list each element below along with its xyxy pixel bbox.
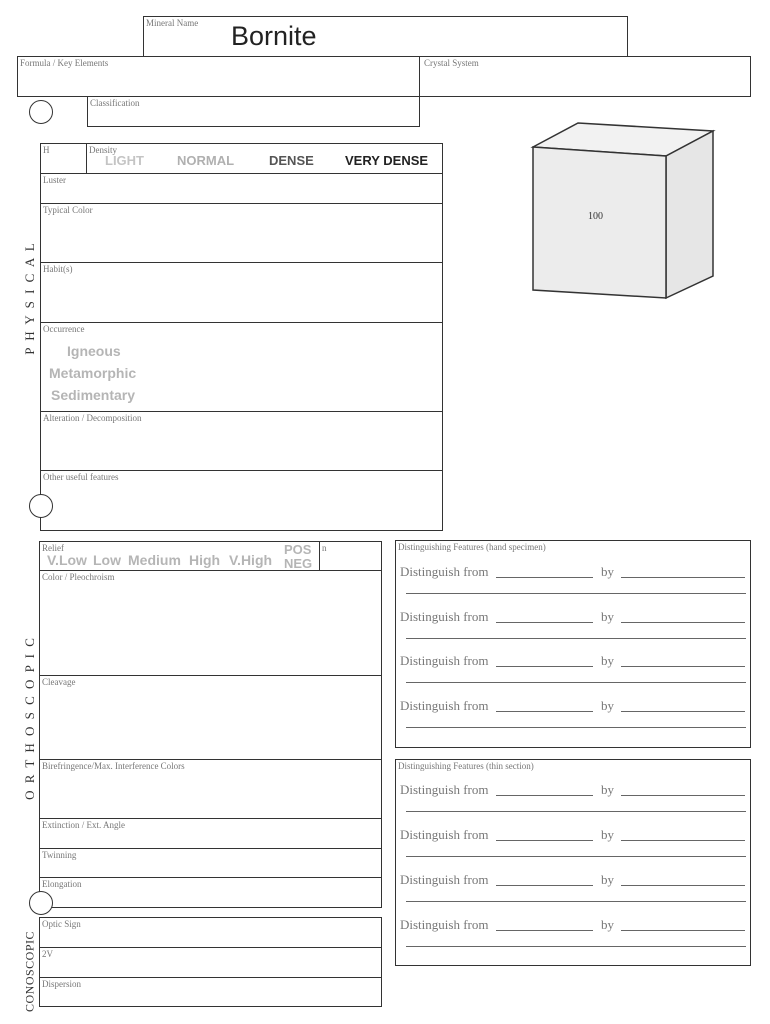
conoscopic-section-title: CONOSCOPIC bbox=[22, 930, 37, 1013]
distinguish-extra-line[interactable] bbox=[406, 936, 746, 947]
distinguishing-thin-label: Distinguishing Features (thin section) bbox=[398, 761, 534, 771]
distinguish-extra-line[interactable] bbox=[406, 891, 746, 902]
occurrence-option-metamorphic[interactable]: Metamorphic bbox=[49, 365, 137, 381]
relief-cell bbox=[40, 542, 320, 571]
distinguish-extra-line[interactable] bbox=[406, 801, 746, 812]
color-pleochroism-label: Color / Pleochroism bbox=[42, 572, 115, 582]
elongation-label: Elongation bbox=[42, 879, 82, 889]
distinguish-by-field[interactable] bbox=[621, 699, 745, 712]
distinguish-by-label: by bbox=[601, 782, 614, 797]
other-features-row[interactable] bbox=[41, 470, 442, 531]
distinguish-extra-line[interactable] bbox=[406, 717, 746, 728]
distinguish-extra-line[interactable] bbox=[406, 672, 746, 683]
distinguish-by-label: by bbox=[601, 564, 614, 579]
distinguish-extra-line[interactable] bbox=[406, 628, 746, 639]
orthoscopic-section-title: O R T H O S C O P I C bbox=[22, 636, 37, 800]
birefringence-row[interactable] bbox=[40, 759, 381, 820]
distinguish-from-label: Distinguish from bbox=[400, 609, 489, 624]
cleavage-row[interactable] bbox=[40, 675, 381, 761]
distinguish-by-field[interactable] bbox=[621, 654, 745, 667]
classification-box[interactable] bbox=[87, 96, 420, 127]
conoscopic-table bbox=[39, 917, 382, 1007]
crystal-system-label: Crystal System bbox=[424, 58, 479, 68]
other-features-label: Other useful features bbox=[43, 472, 119, 482]
elongation-row[interactable] bbox=[40, 877, 381, 908]
extinction-label: Extinction / Ext. Angle bbox=[42, 820, 125, 830]
density-option-light[interactable]: LIGHT bbox=[105, 153, 144, 168]
dispersion-label: Dispersion bbox=[42, 979, 81, 989]
relief-option-vhigh[interactable]: V.High bbox=[229, 552, 273, 568]
relief-option-pos[interactable]: POS bbox=[284, 542, 312, 557]
relief-option-neg[interactable]: NEG bbox=[284, 556, 313, 571]
alteration-label: Alteration / Decomposition bbox=[43, 413, 142, 423]
relief-option-high[interactable]: High bbox=[189, 552, 221, 568]
physical-table bbox=[40, 143, 443, 531]
density-label: Density bbox=[89, 145, 117, 155]
density-option-normal[interactable]: NORMAL bbox=[177, 153, 235, 168]
distinguish-by-field[interactable] bbox=[621, 873, 745, 886]
typical-color-label: Typical Color bbox=[43, 205, 93, 215]
twinning-label: Twinning bbox=[42, 850, 77, 860]
formula-label: Formula / Key Elements bbox=[20, 58, 109, 68]
cube-right-face bbox=[666, 131, 713, 298]
distinguish-extra-line[interactable] bbox=[406, 583, 746, 594]
distinguish-from-label: Distinguish from bbox=[400, 653, 489, 668]
distinguish-by-label: by bbox=[601, 917, 614, 932]
distinguish-from-field[interactable] bbox=[496, 783, 593, 796]
distinguish-from-field[interactable] bbox=[496, 828, 593, 841]
formula-box[interactable] bbox=[17, 56, 420, 97]
refractive-index-cell[interactable] bbox=[320, 542, 381, 571]
optic-sign-row[interactable] bbox=[40, 918, 381, 948]
distinguish-by-field[interactable] bbox=[621, 828, 745, 841]
relief-option-vlow[interactable]: V.Low bbox=[47, 552, 87, 568]
punch-hole-icon bbox=[29, 891, 53, 915]
occurrence-option-igneous[interactable]: Igneous bbox=[67, 343, 121, 359]
typical-color-row[interactable] bbox=[41, 203, 442, 264]
hardness-label: H bbox=[43, 145, 50, 155]
luster-label: Luster bbox=[43, 175, 66, 185]
distinguish-from-field[interactable] bbox=[496, 918, 593, 931]
occurrence-label: Occurrence bbox=[43, 324, 85, 334]
mineral-name-label: Mineral Name bbox=[146, 18, 199, 28]
cube-face-label: 100 bbox=[588, 211, 603, 222]
occurrence-option-sedimentary[interactable]: Sedimentary bbox=[51, 387, 136, 403]
crystal-cube-drawing bbox=[528, 118, 718, 302]
distinguish-by-field[interactable] bbox=[621, 610, 745, 623]
color-pleochroism-row[interactable] bbox=[40, 570, 381, 676]
distinguish-from-field[interactable] bbox=[496, 873, 593, 886]
mineral-name-value: Bornite bbox=[231, 21, 317, 51]
distinguish-from-label: Distinguish from bbox=[400, 917, 489, 932]
cube-front-face bbox=[533, 147, 666, 298]
distinguish-from-label: Distinguish from bbox=[400, 872, 489, 887]
distinguishing-hand-label: Distinguishing Features (hand specimen) bbox=[398, 542, 546, 552]
punch-hole-icon bbox=[29, 494, 53, 518]
punch-hole-icon bbox=[29, 100, 53, 124]
density-cell bbox=[87, 144, 442, 174]
density-option-dense[interactable]: DENSE bbox=[269, 153, 314, 168]
distinguish-from-label: Distinguish from bbox=[400, 698, 489, 713]
distinguish-extra-line[interactable] bbox=[406, 846, 746, 857]
distinguish-by-field[interactable] bbox=[621, 565, 745, 578]
distinguish-from-field[interactable] bbox=[496, 699, 593, 712]
orthoscopic-table bbox=[39, 541, 382, 908]
distinguish-by-field[interactable] bbox=[621, 783, 745, 796]
classification-label: Classification bbox=[90, 98, 140, 108]
habits-row[interactable] bbox=[41, 262, 442, 323]
distinguish-by-label: by bbox=[601, 698, 614, 713]
relief-label: Relief bbox=[42, 543, 64, 553]
distinguishing-thin-box bbox=[395, 759, 751, 966]
alteration-row[interactable] bbox=[41, 411, 442, 472]
hardness-cell[interactable] bbox=[41, 144, 87, 174]
occurrence-row bbox=[41, 322, 442, 413]
distinguish-from-label: Distinguish from bbox=[400, 782, 489, 797]
cleavage-label: Cleavage bbox=[42, 677, 76, 687]
relief-option-low[interactable]: Low bbox=[93, 552, 121, 568]
distinguish-from-label: Distinguish from bbox=[400, 827, 489, 842]
mineral-name-box[interactable] bbox=[143, 16, 628, 57]
distinguish-from-label: Distinguish from bbox=[400, 564, 489, 579]
distinguish-by-label: by bbox=[601, 609, 614, 624]
dispersion-row[interactable] bbox=[40, 977, 381, 1008]
relief-option-medium[interactable]: Medium bbox=[128, 552, 181, 568]
distinguish-by-label: by bbox=[601, 872, 614, 887]
luster-row[interactable] bbox=[41, 173, 442, 204]
distinguishing-hand-box bbox=[395, 540, 751, 748]
two-v-row[interactable] bbox=[40, 947, 381, 978]
distinguish-by-label: by bbox=[601, 827, 614, 842]
density-option-very-dense[interactable]: VERY DENSE bbox=[345, 153, 429, 168]
crystal-system-box[interactable] bbox=[419, 56, 751, 97]
optic-sign-label: Optic Sign bbox=[42, 919, 81, 929]
distinguish-from-field[interactable] bbox=[496, 654, 593, 667]
distinguish-from-field[interactable] bbox=[496, 610, 593, 623]
distinguish-by-label: by bbox=[601, 653, 614, 668]
habits-label: Habit(s) bbox=[43, 264, 73, 274]
distinguish-by-field[interactable] bbox=[621, 918, 745, 931]
two-v-label: 2V bbox=[42, 949, 53, 959]
distinguish-from-field[interactable] bbox=[496, 565, 593, 578]
extinction-row[interactable] bbox=[40, 818, 381, 849]
refractive-index-label: n bbox=[322, 543, 327, 553]
physical-section-title: P H Y S I C A L bbox=[22, 241, 37, 355]
birefringence-label: Birefringence/Max. Interference Colors bbox=[42, 761, 185, 771]
twinning-row[interactable] bbox=[40, 848, 381, 879]
